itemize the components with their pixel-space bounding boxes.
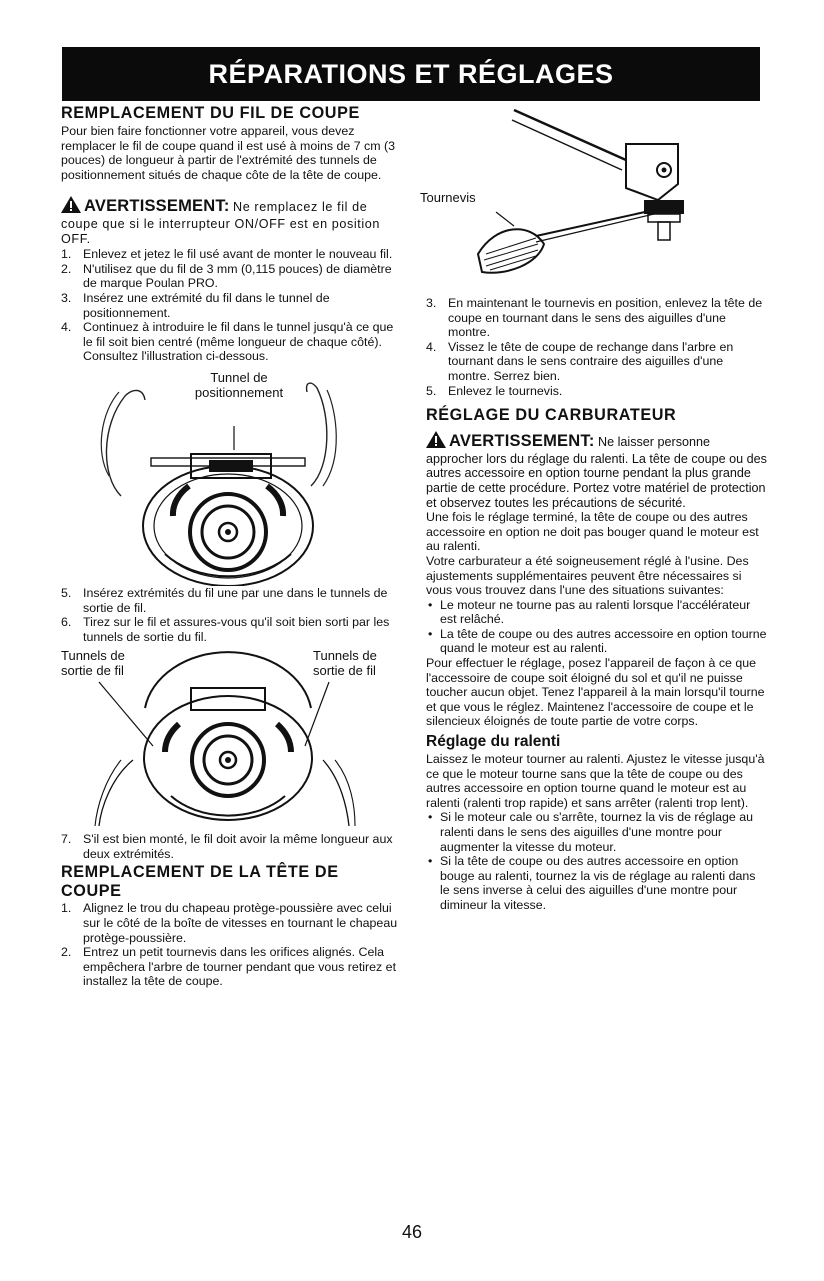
step-item (61, 320, 399, 364)
subsection-title-idle: Réglage du ralenti (426, 733, 561, 751)
step-text: Enlevez le tournevis. (448, 383, 563, 398)
step-text: Vissez le tête de coupe de rechange dans l'arbre en tournant dans le sens contraire des aiguilles d'une montre. Serrez bien. (448, 339, 734, 383)
step-number: 5. (61, 585, 72, 600)
step-text: Entrez un petit tournevis dans les orifices alignés. Cela empêchera l'arbre de tourner pendant que vous retirez et installez la tête de coupe. (83, 945, 397, 989)
warning-label: AVERTISSEMENT: (449, 432, 595, 451)
step-number: 3. (61, 290, 72, 305)
figure-label-exit-tunnels-right: Tunnels de sortie de fil (313, 648, 377, 679)
warning-icon (426, 431, 446, 452)
step-item (61, 832, 399, 861)
steps-list-1-4 (61, 247, 399, 364)
step-text: Tirez sur le fil et assures-vous qu'il soit bien sorti par les tunnels de sortie du fil. (83, 615, 390, 644)
line-replacement-intro: Pour bien faire fonctionner votre appareil, vous devez remplacer le fil de coupe quand il est usé à moins de 7 cm (3 pouces) de longueur à partir de l'extrémité des tunnels de positionnement situés de chaque côte de la tête de coupe. (61, 124, 396, 182)
steps-list-5-6 (61, 586, 399, 644)
paragraph-after-adjustment: Une fois le réglage terminé, la tête de coupe ou des autres accessoire en option ne doit pas bouger quand le moteur est au ralenti. (426, 510, 759, 554)
step-text: Enlevez et jetez le fil usé avant de monter le nouveau fil. (83, 247, 393, 262)
figure-label-positioning-tunnel: Tunnel de positionnement (194, 369, 284, 400)
figure-screwdriver (420, 104, 768, 292)
step-text: En maintenant le tournevis en position, enlevez la tête de coupe en tournant dans le sens des aiguilles d'une montre. (448, 296, 763, 340)
section-title-head-replacement: REMPLACEMENT DE LA TÊTE DE COUPE (61, 863, 339, 901)
bullet-item: • Si le moteur cale ou s'arrête, tournez la vis de réglage au ralenti dans le sens des aiguilles d'une montre pour augmenter la vitesse du moteur. (426, 810, 768, 854)
step-item (61, 945, 399, 989)
bullets-adjustment-conditions (426, 598, 768, 656)
section-title-carburetor: RÉGLAGE DU CARBURATEUR (426, 406, 677, 425)
steps-list-3-5 (426, 296, 768, 398)
step-text: Alignez le trou du chapeau protège-poussière avec celui sur le côté de la boîte de vitesses en tournant le chapeau protège-poussière. (83, 901, 398, 945)
paragraph-adjustment-preparation: Pour effectuer le réglage, posez l'appareil de façon à ce que l'accessoire de coupe soit éloigné du sol et qu'il ne puisse toucher aucun objet. Tenez l'appareil à la main lorsqu'il tourne et que vous le réglez. Maintenez l'accessoire de coupe et le silencieux éloignés de toute partie de votre corps. (426, 656, 765, 729)
paragraph-carburetor-factory: Votre carburateur a été soigneusement réglé à l'usine. Des ajustements supplémentaires peuvent être nécessaires si vous vous trouvez dans l'une des situations suivantes: (426, 553, 749, 598)
step-item (426, 384, 768, 399)
right-column (420, 104, 768, 913)
figure-positioning-tunnel (61, 366, 399, 586)
exit-tunnel-illustration (61, 648, 399, 828)
step-item (61, 615, 399, 644)
warning-icon (61, 196, 81, 217)
warning-text: Ne laisser personne approcher lors du réglage du ralenti. La tête de coupe ou des autres accessoire en option tourne pendant la plus grande partie de cette procédure. Portez votre matériel de protection et observez toutes les précautions de sécurité. (426, 435, 767, 510)
warning-text: Ne remplacez le fil de coupe que si le interrupteur ON/OFF est en position OFF. (61, 200, 381, 246)
step-number: 2. (61, 945, 72, 960)
warning-label: AVERTISSEMENT: (84, 197, 230, 216)
page-number: 46 (401, 1222, 423, 1242)
step-item (61, 586, 399, 615)
step-number: 4. (61, 320, 72, 335)
warning-carburetor (426, 431, 768, 510)
step-text: S'il est bien monté, le fil doit avoir la même longueur aux deux extrémités. (83, 832, 393, 861)
step-item (61, 247, 399, 262)
bullet-item: • Si la tête de coupe ou des autres accessoire en option bouge au ralenti, tournez la vis de réglage au ralenti dans le sens inverse à celui des aiguilles d'une montre pour dimineur la vitesse. (426, 854, 768, 912)
step-item (61, 262, 399, 291)
step-text: Continuez à introduire le fil dans le tunnel jusqu'à ce que le fil soit bien centré (même longueur de chaque côté). Consultez l'illustration ci-dessous. (83, 320, 394, 364)
figure-label-screwdriver: Tournevis (420, 190, 476, 205)
paragraph-idle: Laissez le moteur tourner au ralenti. Ajustez le vitesse jusqu'à ce que le moteur tourne sans que la tête de coupe ou des autres accessoire en option tourne quand le moteur est au ralenti (ralenti trop rapide) et sans arrêter (ralenti trop lent). (426, 752, 765, 810)
step-number: 5. (426, 383, 437, 398)
step-item (61, 901, 399, 945)
step-number: 7. (61, 832, 72, 847)
bullet-item: • La tête de coupe ou des autres accessoire en option tourne quand le moteur est au ralenti. (426, 627, 768, 656)
bullets-idle-adjustment (426, 810, 768, 912)
step-text: Insérez une extrémité du fil dans le tunnel de positionnement. (83, 290, 330, 320)
screwdriver-illustration (426, 104, 768, 292)
steps-list-7 (61, 832, 399, 861)
warning-line-replacement (61, 196, 399, 246)
left-column (61, 104, 399, 989)
figure-label-exit-tunnels-left: Tunnels de sortie de fil (61, 648, 125, 679)
cutting-head-illustration (61, 366, 399, 586)
step-item (61, 291, 399, 320)
step-number: 6. (61, 615, 72, 630)
step-number: 3. (426, 296, 437, 310)
step-text: N'utilisez que du fil de 3 mm (0,115 pouces) de diamètre de marque Poulan PRO. (83, 261, 392, 291)
page-banner: RÉPARATIONS ET RÉGLAGES (62, 47, 760, 101)
step-number: 4. (426, 339, 437, 354)
bullet-item: • Le moteur ne tourne pas au ralenti lorsque l'accélérateur est relâché. (426, 598, 768, 627)
step-item (426, 340, 768, 384)
steps-list-head-replacement (61, 901, 399, 989)
section-title-line-replacement: REMPLACEMENT DU FIL DE COUPE (61, 104, 360, 122)
figure-exit-tunnels (61, 648, 399, 828)
step-item (426, 296, 768, 340)
step-text: Insérez extrémités du fil une par une dans le tunnels de sortie de fil. (83, 585, 388, 615)
step-number: 2. (61, 261, 72, 276)
step-number: 1. (61, 247, 72, 262)
step-number: 1. (61, 901, 72, 916)
